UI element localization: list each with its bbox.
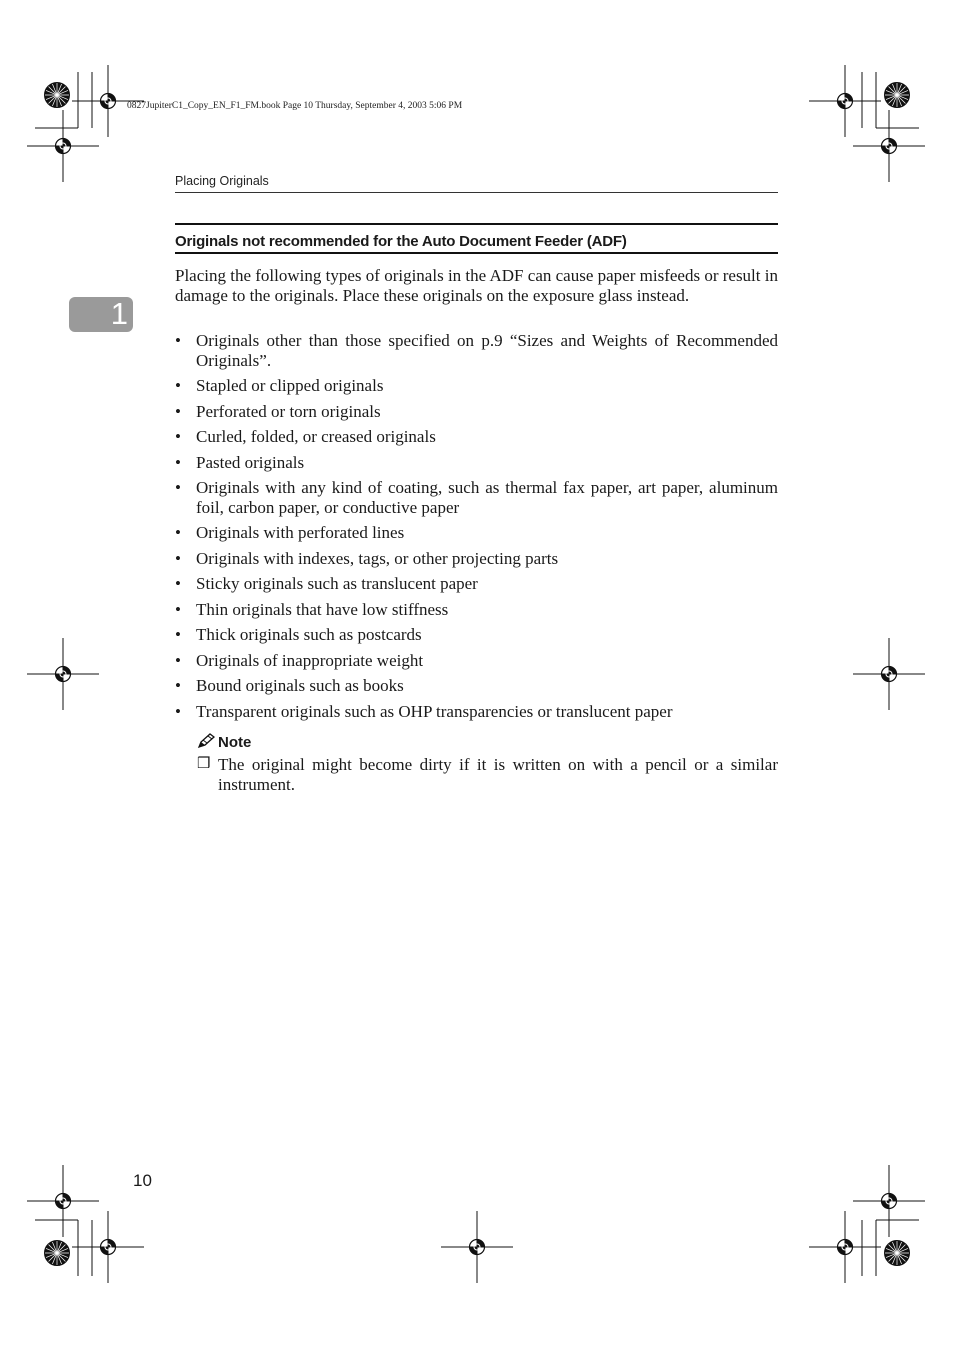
bullet-item [175, 331, 778, 370]
checkbox-mark-icon: ❒ [197, 756, 211, 772]
bullet-item [175, 574, 778, 594]
bullet-text: Originals with perforated lines [196, 523, 405, 542]
bullet-dot-icon: • [175, 478, 181, 497]
bullet-item [175, 600, 778, 620]
bullet-dot-icon: • [175, 452, 181, 472]
bullet-text: Thin originals that have low stiffness [196, 599, 449, 619]
registration-mark [441, 1211, 513, 1283]
bullet-text: Transparent originals such as OHP transparencies or translucent paper [196, 701, 673, 721]
bullet-item [175, 453, 778, 473]
pencil-icon [197, 733, 215, 749]
print-slug: 0827JupiterC1_Copy_EN_F1_FM.book Page 10 Thursday, September 4, 2003 5:06 PM [127, 101, 463, 111]
section-heading: Originals not recommended for the Auto Document Feeder (ADF) [175, 223, 778, 254]
page-number: 10 [133, 1171, 152, 1190]
bullet-text: Curled, folded, or creased originals [196, 427, 436, 446]
note-text: The original might become dirty if it is written on with a pencil or a similar instrument. [218, 755, 778, 794]
note-heading [197, 733, 251, 753]
registration-mark [853, 638, 925, 710]
registration-mark [27, 110, 99, 182]
bullet-dot-icon: • [175, 401, 181, 421]
bullet-text: Originals other than those specified on p.9 “Sizes and Weights of Recommended Originals”. [196, 331, 778, 370]
registration-mark [27, 1165, 99, 1237]
color-star-target [885, 83, 910, 108]
running-header: Placing Originals [175, 174, 778, 193]
bullet-dot-icon: • [175, 548, 181, 568]
bullet-dot-icon: • [175, 331, 181, 350]
bullet-dot-icon: • [175, 625, 181, 644]
note-title: Note [218, 734, 252, 751]
bullet-text: Stapled or clipped originals [196, 376, 384, 395]
registration-mark [853, 1165, 925, 1237]
bullet-dot-icon: • [175, 376, 181, 395]
chapter-tab [69, 297, 133, 332]
bullet-text: Originals with any kind of coating, such as thermal fax paper, art paper, aluminum foil, carbon paper, or conductive paper [196, 478, 778, 517]
color-star-target [885, 1241, 910, 1266]
color-star-target [45, 1241, 70, 1266]
bullet-text: Pasted originals [196, 452, 305, 472]
bullet-text: Sticky originals such as translucent paper [196, 574, 478, 593]
bullet-text: Originals of inappropriate weight [196, 650, 424, 670]
bullet-item [175, 549, 778, 569]
registration-mark [809, 1211, 881, 1283]
bullet-item [175, 651, 778, 671]
bullet-text: Perforated or torn originals [196, 401, 381, 421]
bullet-dot-icon: • [175, 650, 181, 670]
bullet-dot-icon: • [175, 523, 181, 542]
bullet-text: Originals with indexes, tags, or other projecting parts [196, 548, 559, 568]
bullet-dot-icon: • [175, 599, 181, 619]
bullet-text: Thick originals such as postcards [196, 625, 422, 644]
registration-mark [853, 110, 925, 182]
bullet-item [175, 427, 778, 447]
registration-mark [72, 1211, 144, 1283]
bullet-item [175, 402, 778, 422]
bullet-item [175, 523, 778, 543]
note-item [197, 755, 778, 794]
bullet-item [175, 376, 778, 396]
registration-mark [809, 65, 881, 137]
bullet-item [175, 478, 778, 517]
bullet-dot-icon: • [175, 701, 181, 721]
registration-mark [27, 638, 99, 710]
bullet-dot-icon: • [175, 574, 181, 593]
bullet-dot-icon: • [175, 676, 181, 695]
bullet-item [175, 625, 778, 645]
bullet-item [175, 702, 778, 722]
chapter-number: 1 [110, 296, 128, 331]
bullet-list [175, 331, 778, 727]
bullet-text: Bound originals such as books [196, 676, 404, 695]
bullet-item [175, 676, 778, 696]
intro-paragraph: Placing the following types of originals in the ADF can cause paper misfeeds or result in damage to the originals. Place these originals on the exposure glass instead. [175, 266, 778, 305]
bullet-dot-icon: • [175, 427, 181, 446]
color-star-target [45, 83, 70, 108]
